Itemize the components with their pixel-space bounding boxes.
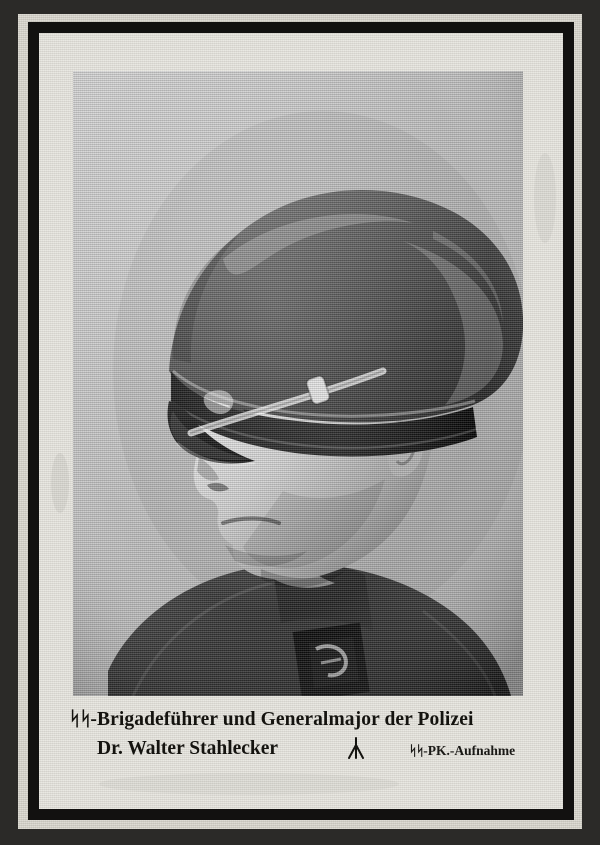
ss-rune-glyph-credit: ᛋᛋ — [409, 743, 424, 758]
frame-rule-top — [28, 22, 574, 33]
ss-rune-glyph-title: ᛋᛋ — [69, 709, 91, 730]
photo-credit — [409, 743, 515, 759]
frame-rule-left — [28, 22, 39, 820]
caption-block — [69, 709, 539, 764]
photo-credit-text: -PK.-Aufnahme — [423, 743, 516, 758]
paper-blotch — [51, 453, 69, 513]
paper-blotch — [99, 773, 399, 795]
life-rune-mark-icon — [346, 737, 366, 759]
caption-line-1-text: -Brigadeführer und Generalmajor der Polizei — [90, 709, 474, 730]
caption-line-2 — [69, 738, 539, 764]
frame-rule-bottom — [28, 809, 574, 820]
portrait-photograph — [73, 71, 523, 696]
subject-name: Dr. Walter Stahlecker — [97, 738, 279, 759]
frame-rule-right — [563, 22, 574, 820]
paper-blotch — [534, 153, 556, 243]
caption-line-1 — [69, 709, 539, 731]
paper-surface — [39, 33, 563, 809]
